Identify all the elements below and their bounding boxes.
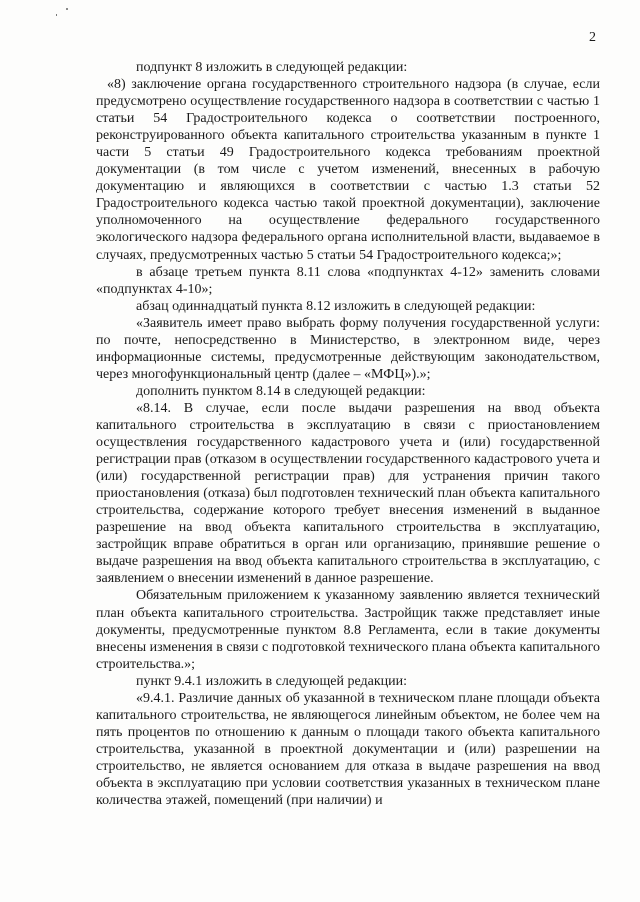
paragraph: абзац одиннадцатый пункта 8.12 изложить в следующей редакции: bbox=[136, 298, 536, 314]
paragraph: «Заявитель имеет право выбрать форму получения государственной услуги: по почте, непосредственно в Министерство, в электронном виде, через информационные системы, предусмотренные действующим законодательством, через многофункциональный центр (далее – «МФЦ»).»; bbox=[96, 315, 600, 382]
paragraph: «8.14. В случае, если после выдачи разрешения на ввод объекта капитального строительства в эксплуатацию в связи с приостановлением осуществления государственного кадастрового учета и (или) государственной регистрации прав (отказом в осуществлении государственного кадастрового учета и (или) государственной регистрации прав) для устранения причин такого приостановления (отказа) был подготовлен технический план объекта капитального строительства, содержание которого требует внесения изменений в выданное разрешение на ввод объекта капитального строительства в эксплуатацию, застройщик вправе обратиться в орган или организацию, принявшие решение о выдаче разрешения на ввод объекта капитального строительства в эксплуатацию, с заявлением о внесении изменений в данное разрешение. bbox=[96, 400, 600, 587]
paragraph: «9.4.1. Различие данных об указанной в техническом плане площади объекта капитального строительства, не являющегося линейным объектом, не более чем на пять процентов по отношению к данным о площади такого объекта капитального строительства, указанной в проектной документации и (или) разрешении на строительство, не является основанием для отказа в выдаче разрешения на ввод объекта в эксплуатацию при условии соответствия указанных в техническом плане количества этажей, помещений (при наличии) и bbox=[96, 690, 600, 809]
paragraph: дополнить пунктом 8.14 в следующей редакции: bbox=[136, 383, 426, 399]
scan-speck bbox=[56, 14, 57, 16]
scan-speck bbox=[66, 8, 68, 10]
document-body bbox=[96, 59, 600, 809]
paragraph: Обязательным приложением к указанному заявлению является технический план объекта капитального строительства. Застройщик также представляет иные документы, предусмотренные пунктом 8.8 Регламента, если в такие документы внесены изменения в связи с подготовкой технического плана объекта капитального строительства.»; bbox=[96, 588, 600, 672]
paragraph: подпункт 8 изложить в следующей редакции: bbox=[136, 60, 408, 75]
paragraph: в абзаце третьем пункта 8.11 слова «подпунктах 4-12» заменить словами «подпунктах 4-10»; bbox=[96, 264, 600, 297]
page-number: 2 bbox=[589, 30, 596, 45]
paragraph: пункт 9.4.1 изложить в следующей редакции: bbox=[136, 673, 407, 689]
paragraph: «8) заключение органа государственного строительного надзора (в случае, если предусмотрено осуществление государственного надзора в соответствии с частью 1 статьи 54 Градостроительного кодекса о соответствии построенного, реконструированного объекта капитального строительства указанным в пункте 1 части 5 статьи 49 Градостроительного кодекса требованиям проектной документации (в том числе с учетом изменений, внесенных в рабочую документацию и являющихся в соответствии с частью 1.3 статьи 52 Градостроительного кодекса частью такой проектной документации), заключение уполномоченного на осуществление федерального государственного экологического надзора федерального органа исполнительной власти, выдаваемое в случаях, предусмотренных частью 5 статьи 54 Градостроительного кодекса;»; bbox=[96, 77, 600, 263]
